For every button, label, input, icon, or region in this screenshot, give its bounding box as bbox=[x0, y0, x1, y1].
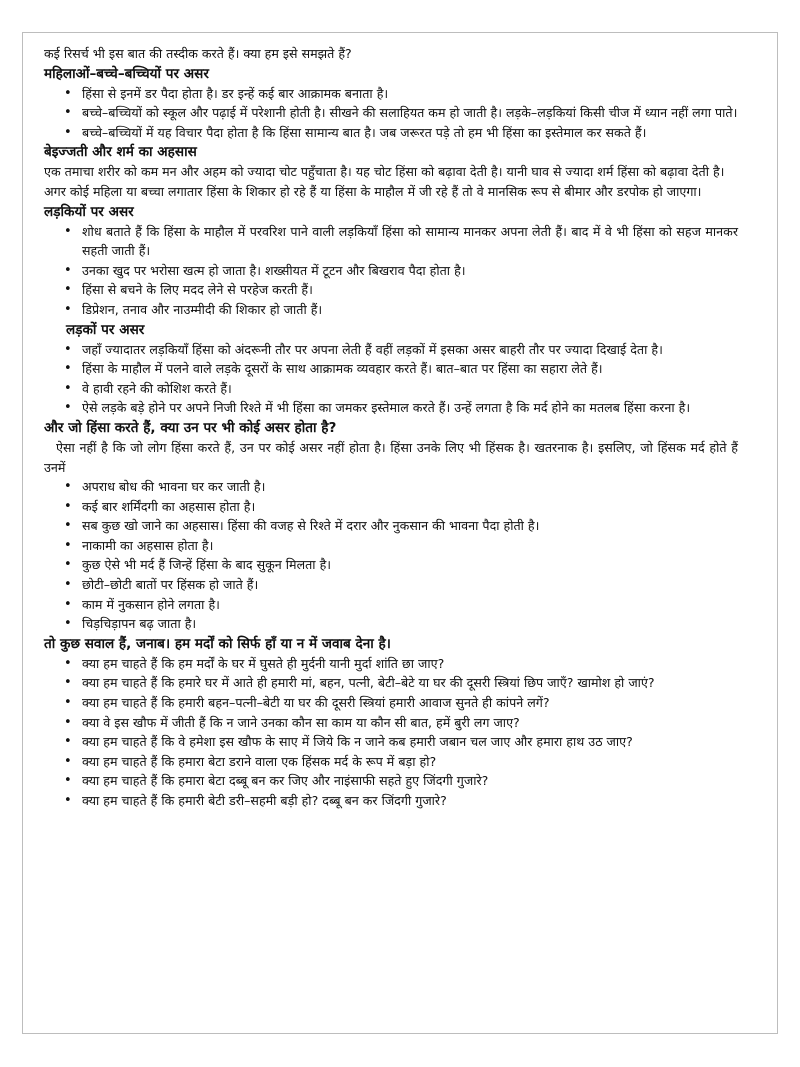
heading-girls: लड़कियों पर असर bbox=[44, 203, 134, 220]
list-item: • छोटी–छोटी बातों पर हिंसक हो जाते हैं। bbox=[44, 575, 738, 595]
list-boys bbox=[44, 340, 738, 418]
paragraph: ऐसा नहीं है कि जो लोग हिंसा करते हैं, उन पर कोई असर नहीं होता है। हिंसा उनके लिए भी हिंसक है। खतरनाक है। इसलिए, जो हिंसक मर्द होते हैं उनमें bbox=[44, 439, 738, 475]
list-item: • चिड़चिड़ापन बढ़ जाता है। bbox=[44, 614, 738, 634]
list-item: • शोध बताते हैं कि हिंसा के माहौल में परवरिश पाने वाली लड़कियाँ हिंसा को सामान्य मानकर अपना लेती हैं। बाद में वे भी हिंसा को सहज मानकर सहती जाती हैं। bbox=[44, 222, 738, 261]
list-item: • क्या हम चाहते हैं कि वे हमेशा इस खौफ के साए में जिये कि न जाने कब हमारी जबान चल जाए और हमारा हाथ उठ जाए? bbox=[44, 732, 738, 752]
paragraph: एक तमाचा शरीर को कम मन और अहम को ज्यादा चोट पहुँचाता है। यह चोट हिंसा को बढ़ावा देती है। यानी घाव से ज्यादा शर्म हिंसा को बढ़ावा देती है। bbox=[44, 164, 725, 180]
intro-line: कई रिसर्च भी इस बात की तस्दीक करते हैं। क्या हम इसे समझते हैं? bbox=[44, 46, 352, 61]
list-item: • अपराध बोध की भावना घर कर जाती है। bbox=[44, 477, 738, 497]
list-item: • हिंसा से बचने के लिए मदद लेने से परहेज करती हैं। bbox=[44, 280, 738, 300]
list-item: • नाकामी का अहसास होता है। bbox=[44, 536, 738, 556]
list-item: • जहाँ ज्यादातर लड़कियाँ हिंसा को अंदरूनी तौर पर अपना लेती हैं वहीं लड़कों में इसका असर बाहरी तौर पर ज्यादा दिखाई देता है। bbox=[44, 340, 738, 360]
list-item: • हिंसा के माहौल में पलने वाले लड़के दूसरों के साथ आक्रामक व्यवहार करते हैं। बात–बात पर हिंसा का सहारा लेते हैं। bbox=[44, 359, 738, 379]
list-perpetrators bbox=[44, 477, 738, 634]
list-item: • ऐसे लड़के बड़े होने पर अपने निजी रिश्ते में भी हिंसा का जमकर इस्तेमाल करते हैं। उन्हें लगता है कि मर्द होने का मतलब हिंसा करना है। bbox=[44, 398, 738, 418]
list-item: • क्या हम चाहते हैं कि हमारी बहन–पत्नी–बेटी या घर की दूसरी स्त्रियां हमारी आवाज सुनते ही कांपने लगें? bbox=[44, 693, 738, 713]
list-item: • क्या हम चाहते हैं कि हमारे घर में आते ही हमारी मां, बहन, पत्नी, बेटी–बेटे या घर की दूसरी स्त्रियां छिप जाएँ? खामोश हो जाएं? bbox=[44, 673, 738, 693]
list-item: • क्या हम चाहते हैं कि हमारी बेटी डरी–सहमी बड़ी हो? दब्बू बन कर जिंदगी गुजारे? bbox=[44, 791, 738, 811]
list-questions bbox=[44, 654, 738, 811]
list-item: • क्या हम चाहते हैं कि हम मर्दों के घर में घुसते ही मुर्दनी यानी मुर्दा शांति छा जाए? bbox=[44, 654, 738, 674]
list-item: • क्या हम चाहते हैं कि हमारा बेटा दब्बू बन कर जिए और नाइंसाफी सहते हुए जिंदगी गुजारे? bbox=[44, 771, 738, 791]
list-item: • बच्चे–बच्चियों को स्कूल और पढ़ाई में परेशानी होती है। सीखने की सलाहियत कम हो जाती है। लड़के–लड़कियां किसी चीज में ध्यान नहीं लगा पाते। bbox=[44, 103, 738, 123]
list-item: • हिंसा से इनमें डर पैदा होता है। डर इन्हें कई बार आक्रामक बनाता है। bbox=[44, 84, 738, 104]
document-body bbox=[44, 44, 738, 811]
list-item: • सब कुछ खो जाने का अहसास। हिंसा की वजह से रिश्ते में दरार और नुकसान की भावना पैदा होती है। bbox=[44, 516, 738, 536]
list-item: • क्या वे इस खौफ में जीती हैं कि न जाने उनका कौन सा काम या कौन सी बात, हमें बुरी लग जाए? bbox=[44, 713, 738, 733]
list-item: • बच्चे–बच्चियों में यह विचार पैदा होता है कि हिंसा सामान्य बात है। जब जरूरत पड़े तो हम भी हिंसा का इस्तेमाल कर सकते हैं। bbox=[44, 123, 738, 143]
heading-questions: तो कुछ सवाल हैं, जनाब। हम मर्दों को सिर्फ हाँ या न में जवाब देना है। bbox=[44, 635, 391, 652]
heading-boys: लड़कों पर असर bbox=[66, 321, 145, 338]
list-item: • काम में नुकसान होने लगता है। bbox=[44, 595, 738, 615]
list-item: • कई बार शर्मिंदगी का अहसास होता है। bbox=[44, 497, 738, 517]
list-item: • वे हावी रहने की कोशिश करते हैं। bbox=[44, 379, 738, 399]
list-girls bbox=[44, 222, 738, 320]
heading-perpetrators: और जो हिंसा करते हैं, क्या उन पर भी कोई असर होता है? bbox=[44, 419, 337, 436]
list-item: • डिप्रेशन, तनाव और नाउम्मीदी की शिकार हो जाती हैं। bbox=[44, 300, 738, 320]
paragraph: अगर कोई महिला या बच्चा लगातार हिंसा के शिकार हो रहे हैं या हिंसा के माहौल में जी रहे हैं तो वे मानसिक रूप से बीमार और डरपोक हो जाएगा। bbox=[44, 183, 702, 199]
list-item: • कुछ ऐसे भी मर्द हैं जिन्हें हिंसा के बाद सुकून मिलता है। bbox=[44, 555, 738, 575]
list-women-children bbox=[44, 84, 738, 143]
list-item: • उनका खुद पर भरोसा खत्म हो जाता है। शख्सीयत में टूटन और बिखराव पैदा होता है। bbox=[44, 261, 738, 281]
heading-women-children: महिलाओं–बच्चे–बच्चियों पर असर bbox=[44, 65, 209, 82]
heading-humiliation: बेइज्जती और शर्म का अहसास bbox=[44, 144, 197, 161]
list-item: • क्या हम चाहते हैं कि हमारा बेटा डराने वाला एक हिंसक मर्द के रूप में बड़ा हो? bbox=[44, 752, 738, 772]
